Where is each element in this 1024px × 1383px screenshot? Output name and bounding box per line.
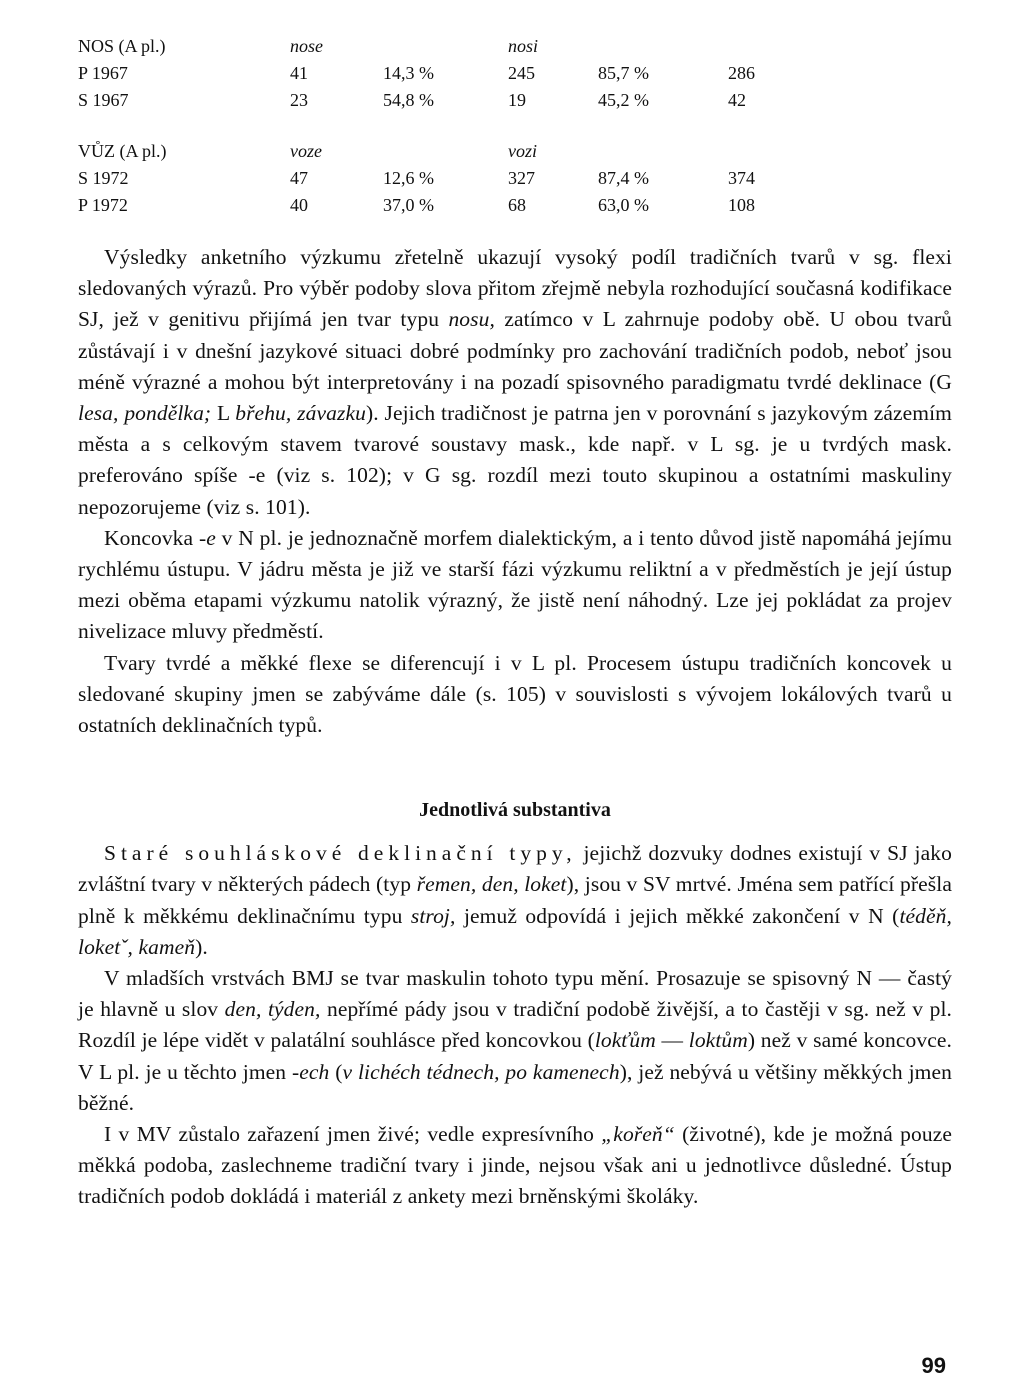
table-cell: 374 — [728, 168, 755, 188]
text-run: ), jež nebývá u většiny měkkých jmen běžné. — [78, 1059, 952, 1115]
text-run: — — [655, 1028, 689, 1053]
italic-run: lesa, pondělka; — [78, 401, 212, 426]
text-run: ). — [195, 934, 208, 959]
table-header-row — [78, 36, 952, 63]
text-run: Tvary tvrdé a měkké flexe se diferencují i v L pl. Procesem ústupu tradičních koncovek u sledované skupiny jmen se zabýváme dále (s. 105) v souvislosti s vývojem lokálových tvarů u ostatních deklinačních typů. — [78, 650, 952, 738]
text-run: zatímco v L zahrnuje podoby obě. U obou tvarů zůstávají i v dnešní jazykové situaci dobré podmínky pro zachování tradičních podob, neboť jsou méně výrazné a mohou být interpretovány i na pozadí spisovného paradigmatu tvrdé deklinace (G — [78, 307, 952, 394]
table-cell: 19 — [508, 90, 526, 110]
page-number: 99 — [921, 1353, 946, 1378]
table-cell: P 1967 — [78, 63, 128, 83]
spaced-run: Staré souhláskové deklinační typy, — [104, 841, 577, 866]
table-cell: 41 — [290, 63, 308, 83]
table-cell: S 1967 — [78, 90, 129, 110]
italic-run: -e — [198, 525, 216, 550]
text-run: Výsledky anketního výzkumu zřetelně ukazují vysoký podíl tradičních tvarů v sg. flexi sledovaných výrazů. Pro výběr podoby slova přitom zřejmě nebyla rozhodující současná kodifikace SJ, jež v genitivu přijímá jen tvar typu — [78, 245, 952, 332]
text-run: v N pl. je jednoznačně morfem dialektickým, a i tento důvod jistě napomáhá jejímu rychlému ústupu. V jádru města je již ve starší fázi výzkumu reliktní a v předměstích je její ústup mezi oběma etapami výzkumu natolik výrazný, že jistě není náhodný. Lze jej pokládat za projev nivelizace mluvy předměstí. — [78, 525, 952, 644]
paragraph-animacy — [78, 1119, 952, 1213]
table-header-form-e: nose — [290, 36, 323, 56]
table-cell: 14,3 % — [383, 63, 434, 83]
italic-run: loktům — [688, 1028, 748, 1053]
table-cell: 85,7 % — [598, 63, 649, 83]
paragraph-locative-plural — [78, 648, 952, 742]
text-run: L — [211, 401, 236, 426]
paragraph-younger-layers — [78, 963, 952, 1119]
table-row — [78, 195, 952, 222]
table-cell: S 1972 — [78, 168, 129, 188]
text-run: nepřímé pády jsou v tradiční podobě živější, a to častěji v sg. než v pl. Rozdíl je lépe vidět v palatální souhlásce před koncovkou ( — [78, 997, 952, 1053]
table-header-label: NOS (A pl.) — [78, 36, 166, 56]
italic-run: den, týden, — [224, 997, 321, 1022]
table-header-form-e: voze — [290, 141, 322, 161]
paragraph-consonant-types — [78, 838, 952, 963]
table-header-row — [78, 141, 952, 168]
table-cell: 68 — [508, 195, 526, 215]
italic-run: v lichéch tédnech, po kamenech — [342, 1059, 620, 1084]
text-run: ) než v samé koncovce. V L pl. je u těchto jmen — [78, 1028, 952, 1084]
table-row — [78, 90, 952, 117]
text-run: I v MV zůstalo zařazení jmen živé; vedle expresívního — [104, 1122, 602, 1147]
table-vuz — [78, 141, 952, 222]
table-cell: P 1972 — [78, 195, 128, 215]
table-cell: 45,2 % — [598, 90, 649, 110]
table-cell: 40 — [290, 195, 308, 215]
italic-run: nosu, — [448, 307, 495, 332]
italic-run: „kořeň“ — [601, 1122, 675, 1147]
table-nos — [78, 36, 952, 117]
text-run: ), jsou v SV mrtvé. Jména sem patřící přešla plně k měkkému deklinačnímu typu — [78, 872, 952, 928]
table-cell: 286 — [728, 63, 755, 83]
paragraph-survey-results — [78, 242, 952, 523]
table-cell: 327 — [508, 168, 535, 188]
italic-run: téděň, loketˇ, kameň — [78, 903, 952, 959]
text-run: jejichž dozvuky dodnes existují v SJ jako zvláštní tvary v některých pádech (typ — [78, 841, 952, 897]
text-run: Koncovka — [104, 525, 199, 550]
table-header-label: VŮZ (A pl.) — [78, 141, 167, 161]
table-cell: 245 — [508, 63, 535, 83]
italic-run: řemen, den, loket — [416, 872, 567, 897]
table-header-form-i: nosi — [508, 36, 539, 56]
page-content — [78, 36, 952, 1213]
text-run: V mladších vrstvách BMJ se tvar maskulin tohoto typu mění. Prosazuje se spisovný N — častý je hlavně u slov — [78, 966, 952, 1022]
text-run: jemuž odpovídá i jejich měkké zakončení v N ( — [455, 903, 900, 928]
text-run: (životné), kde je možná pouze měkká podoba, zaslechneme tradiční tvary i jinde, nejsou však ani u jednotlivce důsledné. Ústup tradičních podob dokládá i materiál z ankety mezi brněnskými školáky. — [78, 1122, 953, 1209]
table-header-form-i: vozi — [508, 141, 537, 161]
text-run: ). Jejich tradičnost je patrna jen v porovnání s jazykovým zázemím města a s celkovým stavem tvarové soustavy mask., kde např. v L sg. je u tvrdých mask. preferováno spíše -e (viz s. 102); v G sg. rozdíl mezi touto skupinou a ostatními maskuliny nepozorujeme (viz s. 101). — [78, 401, 952, 519]
text-run: ( — [329, 1059, 343, 1084]
section-heading: Jednotlivá substantiva — [419, 799, 611, 822]
table-cell: 108 — [728, 195, 755, 215]
table-cell: 63,0 % — [598, 195, 649, 215]
italic-run: stroj, — [410, 903, 456, 928]
table-cell: 42 — [728, 90, 746, 110]
italic-run: břehu, závazku — [235, 401, 366, 426]
table-cell: 87,4 % — [598, 168, 649, 188]
table-cell: 12,6 % — [383, 168, 434, 188]
table-cell: 47 — [290, 168, 308, 188]
table-cell: 37,0 % — [383, 195, 434, 215]
table-cell: 54,8 % — [383, 90, 434, 110]
paragraph-ending-e — [78, 523, 952, 648]
italic-run: -ech — [291, 1059, 330, 1084]
table-row — [78, 63, 952, 90]
table-row — [78, 168, 952, 195]
italic-run: lokťům — [594, 1028, 656, 1053]
table-cell: 23 — [290, 90, 308, 110]
